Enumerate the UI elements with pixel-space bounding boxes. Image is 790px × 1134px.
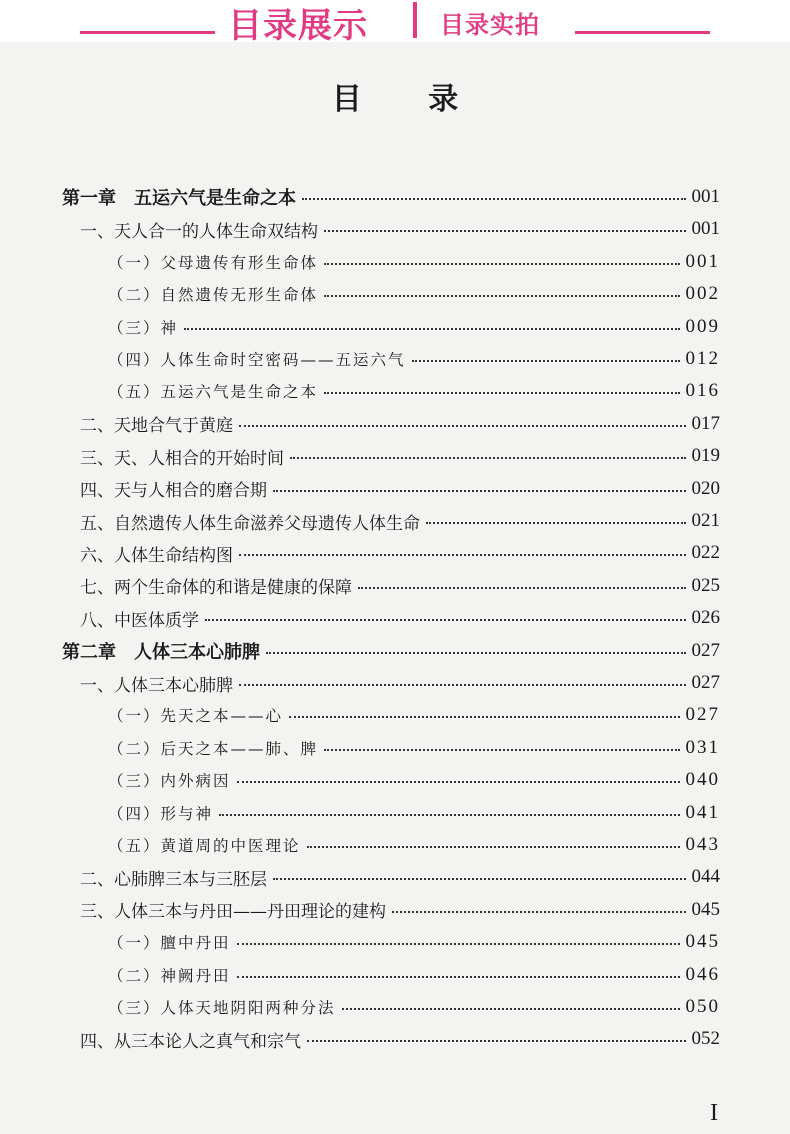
toc-entry-label: （四）形与神 — [108, 804, 214, 823]
toc-entry-label: （三）内外病因 — [108, 772, 231, 791]
toc-entry-page: 016 — [685, 380, 720, 402]
toc-leader-dots — [302, 198, 686, 200]
toc-entry — [108, 312, 720, 342]
header-banner — [0, 0, 790, 46]
toc-leader-dots — [205, 619, 686, 621]
toc-entry-page: 026 — [691, 607, 720, 629]
toc-entry — [108, 927, 720, 957]
toc-leader-dots — [342, 1008, 680, 1010]
toc-entry-page: 043 — [685, 834, 720, 855]
toc-entry-page: 022 — [691, 542, 720, 564]
toc-entry-label: 一、人体三本心肺脾 — [80, 675, 233, 696]
toc-leader-dots — [273, 878, 686, 880]
toc-entry — [108, 247, 720, 277]
toc-leader-dots — [237, 943, 680, 945]
toc-entry — [108, 344, 720, 374]
toc-entry-label: （五）黄道周的中医理论 — [108, 837, 301, 855]
toc-leader-dots — [426, 522, 686, 524]
toc-entry-page: 021 — [691, 510, 720, 531]
toc-leader-dots — [392, 911, 686, 913]
toc-entry — [108, 960, 720, 990]
toc-entry-label: （一）膻中丹田 — [108, 934, 231, 953]
toc-entry-label: （二）后天之本——肺、脾 — [108, 739, 319, 758]
toc-entry-label: 二、心肺脾三本与三胚层 — [80, 869, 267, 890]
toc-entry-label: 六、人体生命结构图 — [80, 545, 233, 566]
page-number: I — [710, 1100, 718, 1126]
toc-entry — [108, 992, 720, 1022]
toc-leader-dots — [412, 360, 680, 362]
toc-entry — [80, 441, 720, 471]
toc-entry-label: （三）神 — [108, 318, 179, 337]
toc-entry — [108, 798, 720, 828]
toc-entry-label: 五、自然遗传人体生命滋养父母遗传人体生命 — [80, 513, 420, 534]
toc-entry-label: （一）先天之本——心 — [108, 707, 284, 726]
toc-leader-dots — [324, 392, 679, 394]
toc-title: 目 录 — [331, 82, 487, 117]
toc-entry-page: 044 — [691, 866, 720, 888]
toc-leader-dots — [266, 652, 686, 654]
toc-entry-label: 三、人体三本与丹田——丹田理论的建构 — [80, 902, 386, 923]
toc-entry-page: 025 — [691, 574, 720, 596]
toc-entry-label: （二）神阙丹田 — [108, 966, 231, 985]
toc-entry-page: 050 — [685, 996, 720, 1017]
toc-entry — [108, 765, 720, 795]
toc-entry-page: 019 — [691, 445, 720, 467]
toc-leader-dots — [324, 263, 679, 265]
toc-leader-dots — [239, 425, 686, 427]
toc-entry-label: 一、天人合一的人体生命双结构 — [80, 221, 318, 242]
toc-entry-page: 031 — [685, 736, 720, 758]
toc-entry-page: 045 — [685, 931, 720, 953]
toc-entry-label: （五）五运六气是生命之本 — [108, 383, 319, 402]
toc-entry-label: （三）人体天地阴阳两种分法 — [108, 999, 336, 1017]
toc-entry-page: 027 — [691, 639, 720, 661]
toc-entry-page: 027 — [685, 704, 720, 726]
toc-entry — [108, 376, 720, 406]
toc-entry-label: 第二章 人体三本心肺脾 — [62, 641, 260, 663]
toc-entry-page: 001 — [691, 218, 720, 240]
banner-divider-right — [575, 31, 710, 34]
toc-entry-label: 二、天地合气于黄庭 — [80, 416, 233, 437]
toc-entry — [108, 830, 720, 860]
toc-entry-page: 027 — [691, 672, 720, 693]
toc-entry — [80, 895, 720, 925]
toc-entry — [108, 279, 720, 309]
toc-entry — [80, 862, 720, 892]
toc-entry-page: 052 — [691, 1028, 720, 1050]
toc-entry-label: 四、从三本论人之真气和宗气 — [80, 1031, 301, 1052]
toc-entry — [108, 700, 720, 730]
toc-entry — [108, 733, 720, 763]
toc-entry-label: 三、天、人相合的开始时间 — [80, 448, 284, 469]
toc-entry — [80, 571, 720, 601]
toc-entry-label: （一）父母遗传有形生命体 — [108, 253, 319, 272]
banner-subtitle: 目录实拍 — [440, 11, 540, 39]
toc-leader-dots — [239, 684, 686, 686]
toc-entry-label: 七、两个生命体的和谐是健康的保障 — [80, 578, 352, 599]
banner-title: 目录展示 — [228, 6, 368, 46]
toc-entry-label: 八、中医体质学 — [80, 610, 199, 631]
toc-entry — [80, 603, 720, 633]
toc-entry-page: 009 — [685, 315, 720, 337]
banner-separator — [413, 2, 417, 38]
toc-entry — [80, 668, 720, 698]
toc-leader-dots — [307, 1040, 686, 1042]
toc-entry-page: 002 — [685, 283, 720, 305]
toc-leader-dots — [358, 587, 686, 589]
toc-entry-page: 041 — [685, 801, 720, 823]
toc-entry-label: （二）自然遗传无形生命体 — [108, 286, 319, 305]
toc-leader-dots — [237, 781, 680, 783]
toc-leader-dots — [289, 716, 679, 718]
toc-entry — [80, 506, 720, 536]
toc-entry-page: 001 — [691, 186, 720, 207]
toc-leader-dots — [273, 490, 686, 492]
toc-leader-dots — [239, 554, 686, 556]
toc-entry-page: 017 — [691, 412, 720, 434]
toc-entry-label: （四）人体生命时空密码——五运六气 — [108, 351, 406, 369]
toc-chapter — [62, 636, 720, 666]
toc-entry-page: 046 — [685, 963, 720, 985]
toc-entry — [80, 474, 720, 504]
toc-entry — [80, 538, 720, 568]
toc-entry-page: 040 — [685, 769, 720, 791]
toc-entry — [80, 214, 720, 244]
toc-entry-label: 第一章 五运六气是生命之本 — [62, 188, 296, 209]
toc-entry-page: 012 — [685, 348, 720, 369]
toc-entry — [80, 1024, 720, 1054]
toc-entry-label: 四、天与人相合的磨合期 — [80, 481, 267, 502]
toc-entry-page: 020 — [691, 477, 720, 499]
toc-entry — [80, 409, 720, 439]
toc-leader-dots — [324, 295, 679, 297]
toc-leader-dots — [324, 749, 679, 751]
banner-divider-left — [80, 31, 215, 34]
toc-leader-dots — [184, 328, 679, 330]
toc-leader-dots — [237, 976, 680, 978]
toc-leader-dots — [307, 846, 680, 848]
toc-entry-page: 045 — [691, 898, 720, 920]
toc-leader-dots — [219, 814, 679, 816]
toc-entry-page: 001 — [685, 250, 720, 272]
toc-chapter — [62, 182, 720, 212]
toc-leader-dots — [324, 230, 686, 232]
toc-leader-dots — [290, 457, 686, 459]
